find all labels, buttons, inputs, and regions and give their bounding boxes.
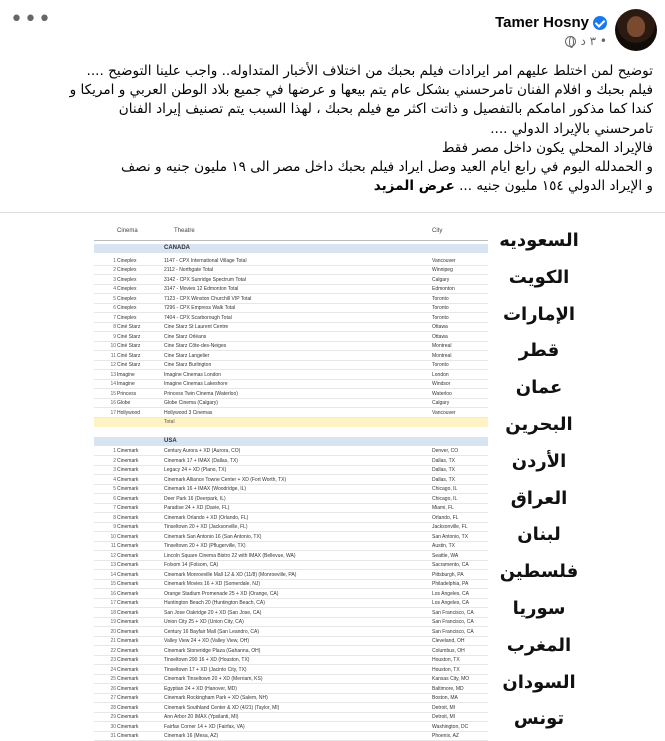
theatre-cell: Legacy 24 + XD (Plano, TX) <box>164 467 227 473</box>
theatre-cell: Egyptian 24 + XD (Hanover, MD) <box>164 685 237 692</box>
table-row <box>94 675 488 684</box>
table-row <box>94 399 488 408</box>
city-cell: Edmonton <box>432 286 455 292</box>
city-cell: San Antonio, TX <box>432 533 469 540</box>
row-number: 9 <box>113 524 116 530</box>
city-cell: Pittsburgh, PA <box>432 571 464 578</box>
city-cell: Montreal <box>432 343 452 349</box>
cinema-cell: Cinemark <box>117 657 139 663</box>
region-label: CANADA <box>164 245 190 251</box>
table-row <box>94 514 488 523</box>
cinema-cell: Ciné Starz <box>117 362 141 368</box>
city-cell: Denver, CO <box>432 448 459 454</box>
post-header <box>0 0 665 58</box>
country-label: السعوديه <box>499 230 579 251</box>
country-label: السودان <box>502 671 576 693</box>
post-timestamp[interactable]: ٣ د • <box>580 34 607 48</box>
table-row <box>94 713 488 722</box>
row-number: 23 <box>110 657 116 663</box>
city-cell: Chicago, IL <box>432 495 458 502</box>
theatre-cell: 7404 - CPX Scarborough Total <box>164 314 232 321</box>
row-number: 15 <box>110 390 116 397</box>
theatre-cell: Valley View 24 + XD (Valley View, OH) <box>164 638 250 644</box>
post-image[interactable] <box>0 212 665 741</box>
cinema-cell: Cinemark <box>117 543 139 549</box>
theatre-cell: Cinemark Alliance Towne Center + XD (Fort Worth, TX) <box>164 476 287 483</box>
cinema-cell: Cinemark <box>117 638 139 644</box>
theatre-cell: Deer Park 16 (Deerpark, IL) <box>164 495 226 502</box>
row-number: 22 <box>110 647 116 654</box>
theatre-cell: Tinseltown 17 + XD (Jacinto City, TX) <box>164 666 247 673</box>
city-cell: Vancouver <box>432 257 456 264</box>
more-dots-icon: ••• <box>10 7 52 32</box>
theatre-cell: Ann Arbor 20 IMAX (Ypsilanti, MI) <box>164 714 239 720</box>
cinema-cell: Cinemark <box>117 647 139 654</box>
row-number: 5 <box>113 295 116 302</box>
city-cell: Dallas, TX <box>432 457 455 464</box>
city-cell: Chicago, IL <box>432 486 458 492</box>
theatre-cell: Lincoln Square Cinema Bistro 22 with IMAX (Bellevue, WA) <box>164 552 296 559</box>
header-city: City <box>432 228 443 234</box>
city-cell: Detroit, MI <box>432 704 456 711</box>
cinema-cell: Cinemark <box>117 476 139 483</box>
city-cell: Seattle, WA <box>432 552 459 559</box>
city-cell: San Francisco, CA <box>432 619 474 625</box>
table-row <box>94 361 488 370</box>
city-cell: Detroit, MI <box>432 714 456 720</box>
city-cell: Toronto <box>432 305 449 311</box>
country-label: فلسطين <box>499 561 579 583</box>
city-cell: Austin, TX <box>432 543 455 549</box>
post-body <box>8 62 653 196</box>
row-number: 8 <box>113 514 116 521</box>
total-label: Total <box>164 419 175 425</box>
row-number: 5 <box>113 486 116 492</box>
city-cell: Houston, TX <box>432 666 460 673</box>
table-row <box>94 656 488 665</box>
author-name[interactable]: Tamer Hosny <box>495 14 589 31</box>
theatre-cell: Cinemark 17 + IMAX (Dallas, TX) <box>164 457 238 464</box>
row-number: 15 <box>110 581 116 587</box>
row-number: 19 <box>110 619 116 625</box>
table-row <box>94 314 488 323</box>
city-cell: Jacksonville, FL <box>432 524 468 530</box>
city-cell: Ottawa <box>432 333 448 340</box>
post-line: و الإيراد الدولي ١٥٤ مليون جنيه ... <box>459 178 653 195</box>
row-number: 4 <box>113 286 116 292</box>
theatre-cell: 1147 - CPX International Village Total <box>164 257 247 264</box>
country-label: عمان <box>515 377 563 399</box>
city-cell: Houston, TX <box>432 657 460 663</box>
country-label: الإمارات <box>502 303 576 325</box>
cinema-cell: Cinemark <box>117 581 139 587</box>
table-row <box>94 323 488 332</box>
row-number: 31 <box>110 733 116 739</box>
row-number: 12 <box>110 552 116 559</box>
cinema-cell: Cinemark <box>117 628 139 635</box>
table-row <box>94 295 488 304</box>
row-number: 9 <box>113 333 116 340</box>
cinema-cell: Cinemark <box>117 533 139 540</box>
row-number: 20 <box>110 628 116 635</box>
cinema-cell: Cinemark <box>117 723 139 730</box>
table-row <box>94 685 488 694</box>
cinema-cell: Cineplex <box>117 257 137 264</box>
theatre-cell: Cinemark Monroeville Mall 12 & XD (11/8) (Monroeville, PA) <box>164 571 297 578</box>
cinema-cell: Cinemark <box>117 619 139 625</box>
row-number: 26 <box>110 685 116 692</box>
post-line: توضيح لمن اختلط عليهم امر ايرادات فيلم بحبك من اختلاف الأخبار المتداوله.. واجب علينا التوضيح .... <box>86 63 653 79</box>
table-row <box>94 694 488 703</box>
row-number: 7 <box>113 314 116 321</box>
table-row <box>94 732 488 741</box>
cinema-cell: Globe <box>117 400 131 406</box>
country-label: قطر <box>518 340 560 362</box>
country-label: سوريا <box>512 598 566 619</box>
city-cell: Toronto <box>432 295 449 302</box>
table-row <box>94 590 488 599</box>
row-number: 10 <box>110 343 116 349</box>
city-cell: Boston, MA <box>432 695 458 701</box>
theatre-cell: Imagine Cinemas London <box>164 371 221 378</box>
table-row <box>94 504 488 513</box>
cinema-cell: Cinemark <box>117 514 139 521</box>
cinema-cell: Cineplex <box>117 286 137 292</box>
country-label: العراق <box>510 487 568 509</box>
city-cell: Kansas City, MO <box>432 676 470 682</box>
city-cell: Ottawa <box>432 324 448 330</box>
theatre-cell: 3142 - CPX Sunridge Spectrum Total <box>164 276 246 283</box>
country-label: الكويت <box>508 266 570 288</box>
author-name-link[interactable] <box>495 14 607 31</box>
row-number: 28 <box>110 704 116 711</box>
table-row <box>94 571 488 580</box>
city-cell: Windsor <box>432 381 451 387</box>
cinema-cell: Cinemark <box>117 571 139 578</box>
row-number: 16 <box>110 400 116 406</box>
row-number: 6 <box>113 305 116 311</box>
author-block <box>495 12 607 48</box>
theatre-cell: Century 16 Bayfair Mall (San Leandro, CA) <box>164 628 260 635</box>
row-number: 10 <box>110 533 116 540</box>
city-cell: San Francisco, CA <box>432 628 474 635</box>
city-cell: Dallas, TX <box>432 467 455 473</box>
row-number: 14 <box>110 571 116 578</box>
row-number: 27 <box>110 695 116 701</box>
post-line-last <box>8 177 653 196</box>
theatre-cell: Paradise 24 + XD (Davie, FL) <box>164 505 230 511</box>
row-number: 1 <box>113 448 116 454</box>
theatre-cell: Cinemark Orlando + XD (Orlando, FL) <box>164 514 249 521</box>
table-row <box>94 304 488 313</box>
theatre-cell: Orange Stadium Promenade 25 + XD (Orange, CA) <box>164 590 279 597</box>
table-row <box>94 285 488 294</box>
cinema-cell: Cinemark <box>117 695 139 701</box>
cinema-cell: Cineplex <box>117 267 137 273</box>
cinema-cell: Cinemark <box>117 600 139 606</box>
post-line: كندا كما مذكور امامكم بالتفصيل و ذاتت اكثر مع فيلم بحبك ، لهذا السبب يتم تصنيف إيراد الفنان <box>118 101 653 118</box>
theatre-cell: Cine Starz Orléans <box>164 333 207 340</box>
table-row <box>94 618 488 627</box>
theatre-cell: Cinemark Southland Center & XD (4/21) (Taylor, MI) <box>164 704 280 711</box>
theatre-cell: Cine Starz St Laurent Centre <box>164 324 229 330</box>
cinema-cell: Cineplex <box>117 305 137 311</box>
table-row <box>94 609 488 618</box>
city-cell: Montreal <box>432 352 452 359</box>
theatre-cell: Folsom 14 (Folsom, CA) <box>164 562 219 568</box>
country-label: تونس <box>513 708 565 730</box>
region-header-canada <box>94 244 488 253</box>
row-number: 8 <box>113 324 116 330</box>
city-cell: Calgary <box>432 400 450 406</box>
table-row <box>94 371 488 380</box>
cinema-cell: Cinemark <box>117 457 139 464</box>
table-row <box>94 666 488 675</box>
cinema-cell: Ciné Starz <box>117 343 141 349</box>
cinema-cell: Hollywood <box>117 409 141 416</box>
theatre-cell: Fairfax Corner 14 + XD (Fairfax, VA) <box>164 723 245 730</box>
theatre-cell: Cine Starz Langelier <box>164 352 210 359</box>
cinema-cell: Cinemark <box>117 733 139 739</box>
table-row <box>94 342 488 351</box>
city-cell: Baltimore, MD <box>432 685 464 692</box>
cinema-cell: Ciné Starz <box>117 333 141 340</box>
row-number: 4 <box>113 476 116 483</box>
row-number: 6 <box>113 495 116 502</box>
table-row <box>94 447 488 456</box>
city-cell: Calgary <box>432 276 450 283</box>
city-cell: Dallas, TX <box>432 476 455 483</box>
cinema-cell: Imagine <box>117 381 135 387</box>
city-cell: London <box>432 371 449 378</box>
row-number: 17 <box>110 600 116 606</box>
theatre-cell: Cinemark Tinseltown 20 + XD (Merriam, KS) <box>164 676 263 682</box>
city-cell: Washington, DC <box>432 723 469 730</box>
city-cell: Waterloo <box>432 390 452 397</box>
table-row <box>94 647 488 656</box>
table-row <box>94 276 488 285</box>
row-number: 11 <box>110 352 116 359</box>
city-cell: Sacramento, CA <box>432 562 469 568</box>
city-cell: Orlando, FL <box>432 514 459 521</box>
table-row <box>94 580 488 589</box>
country-label: البحرين <box>505 414 573 435</box>
row-number: 18 <box>110 609 116 616</box>
cinema-cell: Cinemark <box>117 524 139 530</box>
table-row <box>94 485 488 494</box>
region-label: USA <box>164 437 177 444</box>
table-row <box>94 723 488 732</box>
see-more-link[interactable]: عرض المزيد <box>373 178 455 195</box>
header-theatre: Theatre <box>174 228 195 234</box>
more-options-button[interactable] <box>10 7 52 36</box>
city-cell: Cleveland, OH <box>432 638 465 644</box>
table-row <box>94 542 488 551</box>
table-row <box>94 466 488 475</box>
cinema-cell: Cinemark <box>117 448 139 454</box>
table-row <box>94 533 488 542</box>
city-cell: Vancouver <box>432 409 456 416</box>
cinema-cell: Cinemark <box>117 676 139 682</box>
verified-badge-icon <box>593 16 607 30</box>
cinema-cell: Cinemark <box>117 552 139 559</box>
row-number: 2 <box>113 457 116 464</box>
row-number: 1 <box>113 257 116 264</box>
row-number: 13 <box>110 371 116 378</box>
region-header-usa <box>94 437 488 446</box>
city-cell: Toronto <box>432 362 449 368</box>
cinema-cell: Cinemark <box>117 609 139 616</box>
row-number: 11 <box>110 543 116 549</box>
theatre-cell: San Jose Oakridge 20 + XD (San Jose, CA) <box>164 609 262 616</box>
theatre-cell: Union City 25 + XD (Union City, CA) <box>164 619 244 625</box>
city-cell: San Francisco, CA <box>432 609 474 616</box>
table-row <box>94 495 488 504</box>
theatre-cell: Cinemark Rockingham Park + XD (Salem, NH) <box>164 695 268 701</box>
theatre-cell: Princess Twin Cinema (Waterloo) <box>164 390 238 397</box>
cinema-cell: Cinemark <box>117 590 139 597</box>
city-cell: Columbus, OH <box>432 647 465 654</box>
table-row <box>94 333 488 342</box>
table-row <box>94 704 488 713</box>
theatre-cell: Tinseltown 290 16 + XD (Houston, TX) <box>164 657 250 663</box>
theatre-cell: Cinemark Stoneridge Plaza (Gahanna, OH) <box>164 647 261 654</box>
cinema-cell: Cinemark <box>117 486 139 492</box>
table-row <box>94 257 488 266</box>
row-number: 14 <box>110 381 116 387</box>
theatre-cell: 3147 - Movies 12 Edmonton Total <box>164 286 239 292</box>
cinema-cell: Cinemark <box>117 714 139 720</box>
city-cell: Los Angeles, CA <box>432 600 469 606</box>
row-number: 7 <box>113 505 116 511</box>
table-row <box>94 552 488 561</box>
cinema-cell: Cinemark <box>117 505 139 511</box>
theatre-cell: Huntington Beach 20 (Huntington Beach, CA) <box>164 600 265 606</box>
city-cell: Miami, FL <box>432 505 454 511</box>
cinema-cell: Cinemark <box>117 467 139 473</box>
theatre-cell: Imagine Cinemas Lakeshore <box>164 381 228 387</box>
table-row <box>94 637 488 646</box>
table-row <box>94 380 488 389</box>
avatar[interactable] <box>615 9 657 51</box>
theatre-cell: Cinemark 16 (Mesa, AZ) <box>164 733 219 739</box>
cinema-cell: Ciné Starz <box>117 352 141 359</box>
row-number: 16 <box>110 590 116 597</box>
cinema-cell: Cineplex <box>117 276 137 283</box>
cinema-cell: Cinemark <box>117 495 139 502</box>
spacer-row <box>94 428 488 433</box>
row-number: 3 <box>113 276 116 283</box>
table-row <box>94 457 488 466</box>
theatre-cell: Globe Cinema (Calgary) <box>164 400 218 406</box>
theatre-cell: Cine Starz Burlington <box>164 362 212 368</box>
row-number: 12 <box>110 362 116 368</box>
row-number: 30 <box>110 723 116 730</box>
city-cell: Toronto <box>432 314 449 321</box>
cinema-cell: Princess <box>117 390 137 397</box>
table-row <box>94 409 488 418</box>
post-line: فيلم بحبك و افلام الفنان تامرحسني بشكل عام يتم بيعها و عرضها في جميع بلاد الوطن العربي و امريكا و <box>69 82 653 99</box>
row-number: 3 <box>113 467 116 473</box>
city-cell: Philadelphia, PA <box>432 581 469 587</box>
row-number: 17 <box>110 409 116 416</box>
row-number: 2 <box>113 267 116 273</box>
table-row <box>94 523 488 532</box>
cinema-cell: Cineplex <box>117 314 137 321</box>
sheet-header-row <box>94 219 488 241</box>
row-number: 21 <box>110 638 116 644</box>
cinema-cell: Cinemark <box>117 704 139 711</box>
header-cinema: Cinema <box>117 228 138 234</box>
theatre-spreadsheet <box>94 219 488 741</box>
theatre-cell: Cinemark 16 + IMAX (Woodridge, IL) <box>164 486 247 492</box>
table-row <box>94 599 488 608</box>
globe-icon <box>565 36 576 47</box>
table-row <box>94 266 488 275</box>
table-row <box>94 352 488 361</box>
theatre-cell: Tinseltown 20 + XD (Pflugerville, TX) <box>164 543 246 549</box>
theatre-cell: Century Aurora + XD (Aurora, CO) <box>164 448 241 454</box>
post-line: فالإيراد المحلي يكون داخل مصر فقط <box>441 139 653 156</box>
city-cell: Winnipeg <box>432 267 453 273</box>
theatre-cell: 7123 - CPX Winston Churchill VIP Total <box>164 295 252 302</box>
row-number: 13 <box>110 562 116 568</box>
theatre-cell: 2112 - Northgate Total <box>164 267 214 273</box>
post-line: و الحمدلله اليوم في رابع ايام العيد وصل ايراد فيلم بحبك داخل مصر الى ١٩ مليون جنيه و نصف <box>121 159 653 176</box>
table-row <box>94 390 488 399</box>
theatre-cell: Cinemark San Antonio 16 (San Antonio, TX) <box>164 533 262 540</box>
row-number: 29 <box>110 714 116 720</box>
theatre-cell: 7296 - CPX Empress Walk Total <box>164 305 236 311</box>
cinema-cell: Imagine <box>117 371 135 378</box>
table-row <box>94 476 488 485</box>
city-cell: Los Angeles, CA <box>432 590 469 597</box>
table-row <box>94 628 488 637</box>
country-label: المغرب <box>506 634 572 656</box>
table-row <box>94 561 488 570</box>
cinema-cell: Cinemark <box>117 562 139 568</box>
country-label: الأردن <box>511 450 567 472</box>
cinema-cell: Cineplex <box>117 295 137 302</box>
city-cell: Phoenix, AZ <box>432 733 459 739</box>
theatre-cell: Tinseltown 20 + XD (Jacksonville, FL) <box>164 524 248 530</box>
theatre-cell: Cinemark Movies 16 + XD (Somerdale, NJ) <box>164 581 261 587</box>
theatre-cell: Cine Starz Côte-des-Neiges <box>164 343 227 349</box>
cinema-cell: Cinemark <box>117 666 139 673</box>
country-label: لبنان <box>517 524 561 546</box>
row-number: 24 <box>110 666 116 673</box>
total-row <box>94 418 488 427</box>
cinema-cell: Ciné Starz <box>117 324 141 330</box>
theatre-cell: Hollywood 3 Cinemas <box>164 409 213 416</box>
post-line: تامرحسني بالإيراد الدولي .... <box>490 120 653 137</box>
cinema-cell: Cinemark <box>117 685 139 692</box>
post-meta <box>495 34 607 48</box>
row-number: 25 <box>110 676 116 682</box>
